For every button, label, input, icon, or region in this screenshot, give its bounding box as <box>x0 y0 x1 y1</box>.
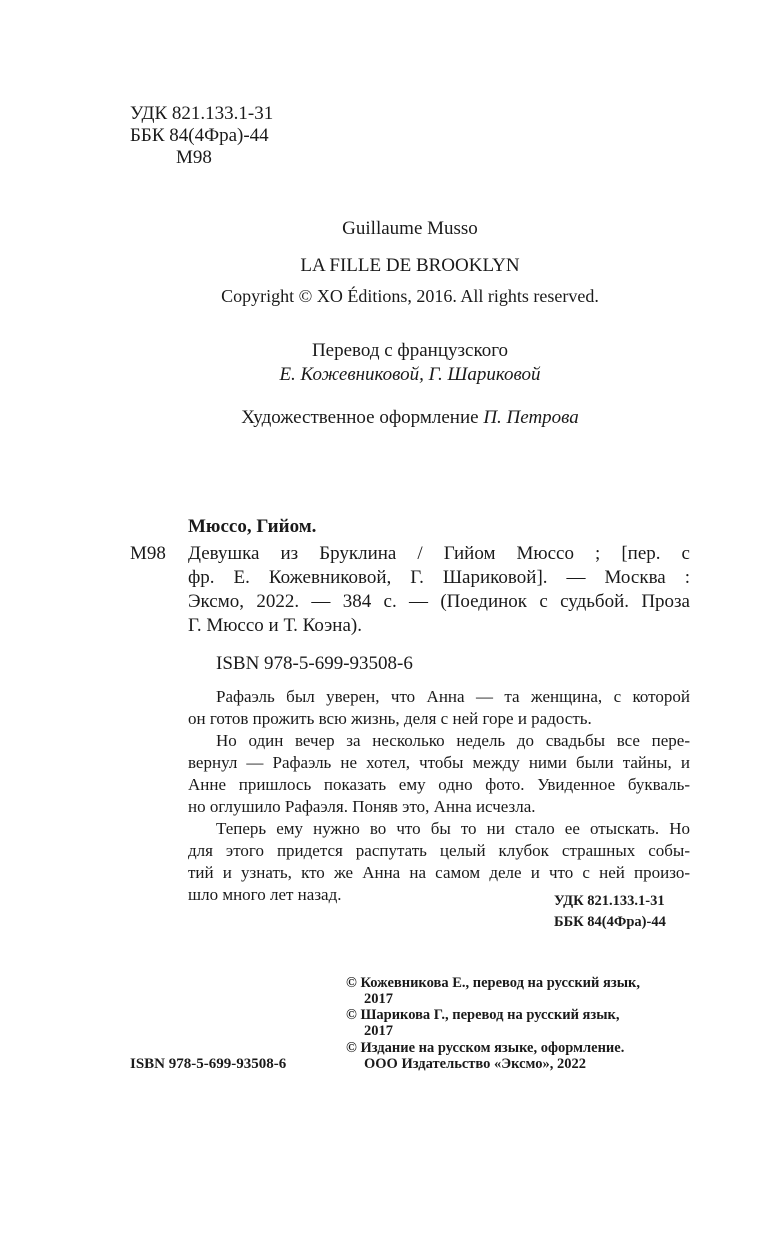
catalog-isbn: ISBN 978-5-699-93508-6 <box>216 653 413 674</box>
annotation-udk: УДК 821.133.1-31 <box>554 893 665 909</box>
original-title: LA FILLE DE BROOKLYN <box>300 255 520 276</box>
annotation-line: для этого придется распутать целый клубок страшных собы- <box>188 841 690 860</box>
annotation-line: Анне пришлось показать ему одно фото. Увиденное букваль- <box>188 775 690 794</box>
catalog-line: фр. Е. Кожевниковой, Г. Шариковой]. — Москва : <box>188 567 690 588</box>
bottom-isbn: ISBN 978-5-699-93508-6 <box>130 1056 287 1072</box>
translators: Е. Кожевниковой, Г. Шариковой <box>279 364 541 385</box>
annotation-line: Рафаэль был уверен, что Анна — та женщина, с которой <box>216 687 690 706</box>
catalog-heading: Мюссо, Гийом. <box>188 516 317 537</box>
original-author: Guillaume Musso <box>342 218 478 239</box>
translation-label: Перевод с французского <box>311 340 509 361</box>
udk-code: УДК 821.133.1-31 <box>130 103 274 124</box>
bbk-code: ББК 84(4Фра)-44 <box>130 125 269 146</box>
copyright-publisher: © Издание на русском языке, оформление. <box>346 1040 625 1056</box>
copyright-line: Copyright © XO Éditions, 2016. All rights reserved. <box>221 286 599 306</box>
catalog-line: Девушка из Бруклина / Гийом Мюссо ; [пер. с <box>188 543 690 564</box>
copyright-translator-2: © Шарикова Г., перевод на русский язык, <box>346 1007 620 1023</box>
annotation-line: он готов прожить всю жизнь, деля с ней горе и радость. <box>188 709 592 728</box>
annotation-line: вернул — Рафаэль не хотел, чтобы между ними были тайны, и <box>188 753 690 772</box>
copyright-publisher-name: ООО Издательство «Эксмо», 2022 <box>364 1056 586 1072</box>
annotation-bbk: ББК 84(4Фра)-44 <box>554 914 666 930</box>
annotation-line: но оглушило Рафаэля. Поняв это, Анна исчезла. <box>188 797 536 816</box>
catalog-line: Эксмо, 2022. — 384 с. — (Поединок с судьбой. Проза <box>188 591 690 612</box>
design-label: Художественное оформление <box>241 407 479 428</box>
annotation-line: тий и узнать, кто же Анна на самом деле и что с ней произо- <box>188 863 690 882</box>
catalog-line: Г. Мюссо и Т. Коэна). <box>188 615 362 636</box>
copyright-translator-1: © Кожевникова Е., перевод на русский язык, <box>346 975 640 991</box>
copyright-translator-1-year: 2017 <box>364 991 393 1007</box>
copyright-translator-2-year: 2017 <box>364 1023 393 1039</box>
design-artist: П. Петрова <box>483 407 579 428</box>
catalog-mark: М98 <box>130 543 166 564</box>
annotation-line: Теперь ему нужно во что бы то ни стало ее отыскать. Но <box>216 819 690 838</box>
annotation-line: Но один вечер за несколько недель до свадьбы все пере- <box>216 731 690 750</box>
author-mark: М98 <box>176 147 212 168</box>
design-credit <box>130 407 690 429</box>
annotation-line: шло много лет назад. <box>188 885 342 904</box>
